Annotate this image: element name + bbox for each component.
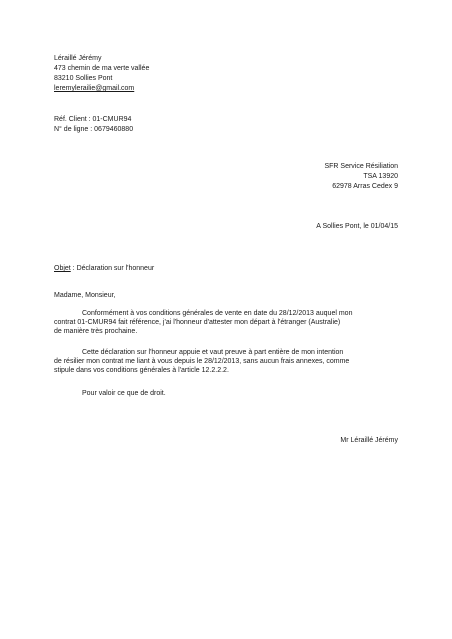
- paragraph-1-line: contrat 01-CMUR94 fait référence, j'ai l'honneur d'attester mon départ à l'étranger (Australie): [54, 319, 341, 326]
- salutation: Madame, Monsieur,: [54, 292, 116, 299]
- recipient-line2: TSA 13920: [363, 173, 398, 180]
- paragraph-2-line: de résilier mon contrat me liant à vous depuis le 28/12/2013, sans aucun frais annexes, comme: [54, 358, 350, 365]
- paragraph-1-line: Conformément à vos conditions générales de vente en date du 28/12/2013 auquel mon: [82, 310, 353, 317]
- subject-text: : Déclaration sur l'honneur: [70, 265, 155, 272]
- line-number: N° de ligne : 0679460880: [54, 126, 134, 133]
- sender-address-line2: 83210 Sollies Pont: [54, 75, 113, 82]
- sender-email-link[interactable]: leremylerailie@gmail.com: [54, 85, 135, 92]
- subject-line: [54, 264, 154, 273]
- paragraph-1-line: de manière très prochaine.: [54, 328, 138, 335]
- client-reference: Réf. Client : 01-CMUR94: [54, 116, 132, 123]
- closing-line: Pour valoir ce que de droit.: [82, 390, 166, 397]
- recipient-line3: 62978 Arras Cedex 9: [332, 183, 398, 190]
- sender-address-line1: 473 chemin de ma verte vallée: [54, 65, 150, 72]
- paragraph-1: [54, 309, 352, 336]
- place-date: A Sollies Pont, le 01/04/15: [316, 223, 398, 230]
- sender-name: Léraillé Jérémy: [54, 55, 102, 62]
- paragraph-2-line: Cette déclaration sur l'honneur appuie et vaut preuve à part entière de mon intention: [82, 349, 344, 356]
- signature: Mr Léraillé Jérémy: [340, 437, 398, 444]
- subject-label: Objet: [54, 265, 71, 272]
- recipient-line1: SFR Service Résiliation: [324, 163, 398, 170]
- paragraph-2: [54, 348, 349, 375]
- paragraph-2-line: stipule dans vos conditions générales à l'article 12.2.2.2.: [54, 367, 229, 374]
